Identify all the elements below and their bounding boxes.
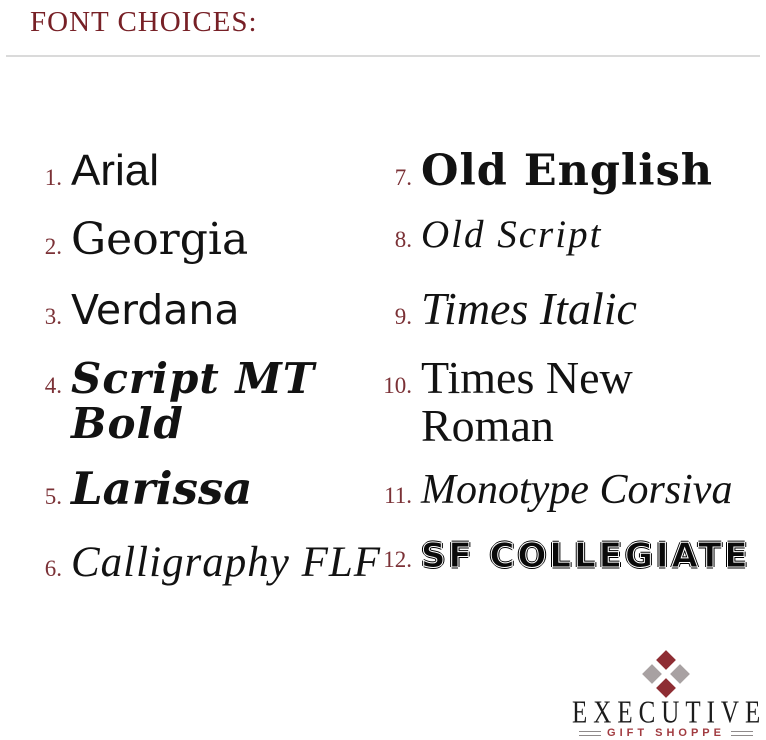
font-item-name: Script MT Bold bbox=[71, 354, 316, 449]
diamond-cluster-icon bbox=[644, 652, 688, 696]
diamond-top-icon bbox=[656, 650, 676, 670]
brand-name: EXECUTIVE bbox=[572, 696, 766, 730]
font-item-name: Georgia bbox=[71, 214, 249, 265]
brand-tagline-row bbox=[566, 727, 766, 739]
font-item-old-english bbox=[370, 146, 713, 196]
font-item-name: Old Script bbox=[421, 213, 603, 256]
diamond-right-icon bbox=[670, 664, 690, 684]
font-item-number: 3. bbox=[44, 304, 62, 329]
font-item-number: 11. bbox=[384, 483, 412, 508]
font-item-name: Larissa bbox=[71, 462, 253, 515]
font-item-number: 1. bbox=[44, 165, 62, 190]
font-item-number: 8. bbox=[394, 227, 412, 252]
diamond-left-icon bbox=[642, 664, 662, 684]
font-item-number: 12. bbox=[383, 547, 412, 572]
font-item-name: Calligraphy FLF bbox=[71, 539, 382, 586]
font-item-number: 4. bbox=[44, 373, 62, 398]
font-item-name: Times New Roman bbox=[421, 352, 633, 452]
font-item-name: Monotype Corsiva bbox=[421, 467, 733, 513]
font-item-georgia bbox=[30, 214, 248, 265]
font-item-number: 10. bbox=[383, 373, 412, 398]
font-item-name: SF COLLEGIATE bbox=[421, 536, 751, 576]
font-item-name: Arial bbox=[71, 146, 160, 195]
font-item-times-new-roman bbox=[370, 354, 711, 451]
header-divider bbox=[6, 55, 760, 57]
font-item-number: 7. bbox=[394, 165, 412, 190]
font-item-old-script bbox=[370, 212, 602, 257]
font-item-script-mt-bold bbox=[30, 356, 321, 447]
brand-tagline: GIFT SHOPPE bbox=[607, 727, 725, 739]
font-item-calligraphy-flf bbox=[30, 538, 381, 587]
font-item-number: 9. bbox=[394, 304, 412, 329]
diamond-bottom-icon bbox=[656, 678, 676, 698]
font-item-arial bbox=[30, 146, 159, 196]
font-item-number: 2. bbox=[44, 234, 62, 259]
font-item-larissa bbox=[30, 462, 252, 515]
tagline-rule-right bbox=[731, 731, 753, 736]
font-item-name: Times Italic bbox=[421, 283, 637, 334]
font-item-name: Verdana bbox=[71, 286, 240, 334]
font-item-number: 6. bbox=[44, 556, 62, 581]
brand-logo bbox=[566, 650, 766, 738]
tagline-rule-left bbox=[579, 731, 601, 736]
page-title: FONT CHOICES: bbox=[30, 6, 258, 38]
font-item-name: Old English bbox=[421, 146, 714, 196]
font-item-times-italic bbox=[370, 282, 637, 335]
font-item-number: 5. bbox=[44, 484, 62, 509]
font-item-sf-collegiate bbox=[370, 536, 751, 576]
font-item-verdana bbox=[30, 286, 239, 334]
font-item-monotype-corsiva bbox=[370, 466, 732, 514]
